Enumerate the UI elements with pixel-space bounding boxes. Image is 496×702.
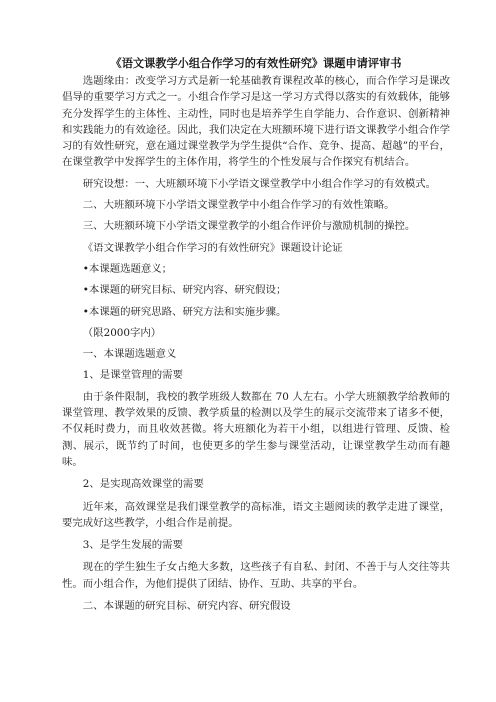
- subheading-1: 1、是课堂管理的需要: [82, 369, 183, 382]
- word-limit-note: （限2000字内）: [82, 326, 162, 339]
- hypothesis-line-3: 三、大班额环境下小学语文课堂教学的小组合作评价与激励机制的操控。: [82, 220, 416, 233]
- subsection-2-paragraph: 近年来，高效课堂是我们课堂教学的高标准，语文主题阅读的教学走进了课堂，要完成好这些教学，小组合作是前提。: [62, 500, 450, 529]
- document-page: [62, 56, 450, 614]
- document-title: 《语文课教学小组合作学习的有效性研究》课题申请评审书: [110, 57, 402, 70]
- bullet-item: •本课题的研究目标、研究内容、研究假设；: [82, 284, 287, 297]
- intro-paragraph: 选题缘由：改变学习方式是新一轮基础教育课程改革的核心，而合作学习是课改倡导的重要学习方式之一。小组合作学习是这一学习方式得以落实的有效载体，能够充分发挥学生的主体性、主动性，同时也是培养学生自学能力、合作意识、创新精神和实践能力的有效途径。因此，我们决定在大班额环境下进行语文课教学小组合作学习的有效性研究，意在通过课堂教学为学生提供“合作、竞争、提高、超越”的平台，在课堂教学中发挥学生的主体作用，将学生的个性发展与合作探究有机结合。: [62, 75, 450, 169]
- section-heading-2: 二、本课题的研究目标、研究内容、研究假设: [82, 600, 291, 613]
- design-heading: 《语文课教学小组合作学习的有效性研究》课题设计论证: [82, 241, 343, 254]
- bullet-item: •本课题的研究思路、研究方法和实施步骤。: [82, 305, 287, 318]
- subsection-1-paragraph: 由于条件限制，我校的教学班级人数都在 70 人左右。小学大班额教学给教师的课堂管理、教学效果的反馈、教学质量的检测以及学生的展示交流带来了诸多不便，不仅耗时费力，而且收效甚微。将大班额化为若干小组，以组进行管理、反馈、检测、展示，既节约了时间，也使更多的学生参与课堂活动，让课堂教学生动而有趣味。: [62, 390, 450, 468]
- section-heading-1: 一、本课题选题意义: [82, 348, 177, 361]
- hypothesis-line-1: 研究设想：一、大班额环境下小学语文课堂教学中小组合作学习的有效模式。: [82, 177, 437, 190]
- subheading-3: 3、是学生发展的需要: [82, 539, 183, 552]
- bullet-item: •本课题选题意义；: [82, 262, 173, 275]
- subsection-3-paragraph: 现在的学生独生子女占绝大多数，这些孩子有自私、封闭、不善于与人交往等共性。而小组合作，为他们提供了团结、协作、互助、共享的平台。: [62, 561, 450, 590]
- subheading-2: 2、是实现高效课堂的需要: [82, 478, 204, 491]
- hypothesis-line-2: 二、大班额环境下小学语文课堂教学中小组合作学习的有效性策略。: [82, 199, 395, 212]
